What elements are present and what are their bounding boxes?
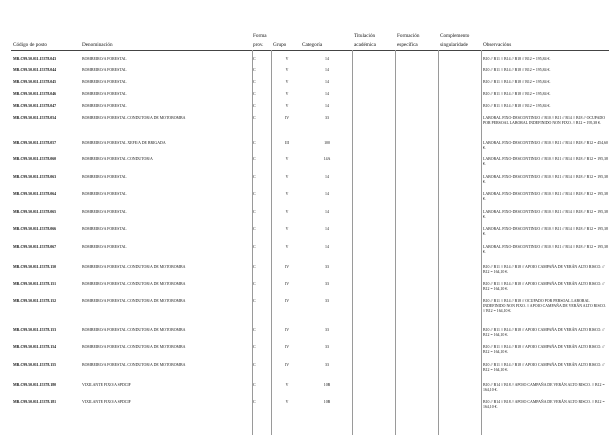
row-categoria: 14 — [325, 175, 329, 179]
row-observaciones: LABORAL FIXO-DESCONTINUO // B10 // B11 // B14 // B18 // B12 = 195,38 €. — [483, 175, 608, 184]
header-rule — [11, 50, 609, 51]
row-observaciones: B10 // B11 // B14 // B18 // B12 = 195,84 €. — [483, 104, 551, 108]
row-grupo: IV — [284, 345, 290, 349]
header-categoria: Categoría — [302, 42, 323, 48]
row-code: MR.C99.50.011.15378.064 — [13, 192, 57, 196]
row-code: MR.C99.50.011.15378.153 — [13, 328, 57, 332]
row-code: MR.C99.50.011.15378.063 — [13, 175, 57, 179]
row-observaciones: B10 // B11 // B14 // B18 // B12 = 195,84 €. — [483, 92, 551, 96]
row-grupo: V — [285, 192, 289, 196]
row-grupo: IV — [284, 282, 290, 286]
row-denominacion: BOMBEIRO/A FORESTAL — [82, 68, 127, 72]
column-divider — [438, 50, 439, 435]
row-observaciones: B10 // B11 // B14 // B18 // OCUPADO POR PERSOAL LABORAL INDEFINIDO NON FIXO. // APOIO CAMPAÑA DE VERÁN ALTO RISCO. // B12 = 164,10 €. — [483, 299, 607, 313]
row-observaciones: LABORAL FIXO-DESCONTINUO // B10 // B11 // B14 // B18 // B12 = 454,60 €. — [483, 141, 608, 150]
row-code: MR.C99.50.011.15378.067 — [13, 245, 57, 249]
row-code: MR.C99.50.011.15378.152 — [13, 299, 57, 303]
row-categoria: 14A — [323, 157, 331, 161]
row-grupo: III — [285, 141, 289, 145]
row-denominacion: BOMBEIRO/A FORESTAL CONDUTOR/A — [82, 157, 153, 161]
row-forma-prov: C — [253, 383, 256, 387]
header-observaciones: Observacións — [483, 42, 512, 48]
row-forma-prov: C — [253, 157, 256, 161]
row-forma-prov: C — [253, 192, 256, 196]
row-grupo: V — [285, 245, 289, 249]
row-categoria: 10B — [323, 383, 331, 387]
row-code: MR.C99.50.011.15378.054 — [13, 116, 57, 120]
row-code: MR.C99.50.011.15378.043 — [13, 57, 57, 61]
row-denominacion: BOMBEIRO/A FORESTAL — [82, 192, 127, 196]
row-denominacion: BOMBEIRO/A FORESTAL — [82, 57, 127, 61]
column-divider — [352, 50, 353, 435]
row-code: MR.C99.50.011.15378.181 — [13, 400, 57, 404]
row-observaciones: B10 // B14 // B18 // APOIO CAMPAÑA DE VERÁN ALTO RISCO. // B12 = 164,10 €. — [483, 383, 605, 392]
row-denominacion: BOMBEIRO/A FORESTAL CONDUTOR/A DE MOTOBOMBA — [82, 345, 186, 349]
row-forma-prov: C — [253, 245, 256, 249]
row-code: MR.C99.50.011.15378.060 — [13, 157, 57, 161]
header-denominacion: Denominación — [82, 42, 113, 48]
row-grupo: V — [285, 57, 289, 61]
column-divider — [395, 50, 396, 435]
row-denominacion: BOMBEIRO/A FORESTAL — [82, 92, 127, 96]
row-categoria: 33 — [325, 345, 329, 349]
row-denominacion: BOMBEIRO/A FORESTAL CONDUTOR/A DE MOTOBOMBA — [82, 328, 186, 332]
row-categoria: 10B — [323, 400, 331, 404]
row-categoria: 14 — [325, 104, 329, 108]
row-grupo: IV — [284, 328, 290, 332]
row-grupo: V — [285, 400, 289, 404]
row-code: MR.C99.50.011.15378.057 — [13, 141, 57, 145]
row-forma-prov: C — [253, 265, 256, 269]
row-observaciones: LABORAL FIXO-DESCONTINUO // B10 // B11 // B14 // B18 // B12 = 195,38 €. — [483, 157, 608, 166]
row-grupo: V — [285, 157, 289, 161]
row-observaciones: LABORAL FIXO-DESCONTINUO // B10 // B11 // B14 // B18 // B12 = 195,38 €. — [483, 245, 608, 254]
row-grupo: IV — [284, 116, 290, 120]
row-grupo: V — [285, 227, 289, 231]
row-forma-prov: C — [253, 345, 256, 349]
row-denominacion: BOMBEIRO/A FORESTAL CONDUTOR/A DE MOTOBOMBA — [82, 116, 186, 120]
row-denominacion: BOMBEIRO/A FORESTAL CONDUTOR/A DE MOTOBOMBA — [82, 299, 186, 303]
row-observaciones: LABORAL FIXO-DESCONTINUO // B10 // B11 // B14 // B18 // B12 = 195,38 €. — [483, 227, 608, 236]
header-forma-prov-2: prov. — [253, 42, 264, 48]
header-forma-prov-1: Forma — [253, 33, 267, 39]
row-observaciones: LABORAL FIXO-DESCONTINUO // B10 // B11 // B14 // B18 // B12 = 195,38 €. — [483, 210, 608, 219]
row-categoria: 14 — [325, 192, 329, 196]
column-divider — [481, 50, 482, 435]
header-grupo: Grupo — [273, 42, 287, 48]
row-grupo: V — [285, 210, 289, 214]
row-forma-prov: C — [253, 104, 256, 108]
row-grupo: IV — [284, 265, 290, 269]
row-forma-prov: C — [253, 282, 256, 286]
row-categoria: 14 — [325, 210, 329, 214]
header-titulacion-2: académica — [354, 42, 376, 48]
row-code: MR.C99.50.011.15378.045 — [13, 80, 57, 84]
row-code: MR.C99.50.011.15378.066 — [13, 227, 57, 231]
row-observaciones: LABORAL FIXO-DESCONTINUO // B10 // B11 // B14 // B18 // B12 = 195,38 €. — [483, 192, 608, 201]
header-complemento-1: Complemento — [440, 33, 470, 39]
row-grupo: V — [285, 104, 289, 108]
row-grupo: V — [285, 92, 289, 96]
row-code: MR.C99.50.011.15378.046 — [13, 92, 57, 96]
row-code: MR.C99.50.011.15378.047 — [13, 104, 57, 108]
header-codigo: Código de posto — [13, 42, 48, 48]
row-observaciones: B10 // B11 // B14 // B18 // B12 = 195,84 €. — [483, 57, 551, 61]
row-categoria: 14 — [325, 68, 329, 72]
row-forma-prov: C — [253, 227, 256, 231]
row-denominacion: BOMBEIRO/A FORESTAL — [82, 175, 127, 179]
row-grupo: V — [285, 68, 289, 72]
row-denominacion: BOMBEIRO/A FORESTAL — [82, 210, 127, 214]
row-denominacion: BOMBEIRO/A FORESTAL XEFE/A DE BRIGADA — [82, 141, 166, 145]
row-grupo: V — [285, 80, 289, 84]
row-categoria: 33 — [325, 363, 329, 367]
row-forma-prov: C — [253, 68, 256, 72]
row-denominacion: BOMBEIRO/A FORESTAL — [82, 104, 127, 108]
row-forma-prov: C — [253, 210, 256, 214]
row-denominacion: VIXILANTE FIXO/A SPDCIF — [82, 400, 131, 404]
row-observaciones: B10 // B11 // B14 // B18 // B12 = 195,84 €. — [483, 80, 551, 84]
row-denominacion: BOMBEIRO/A FORESTAL — [82, 80, 127, 84]
row-observaciones: B10 // B11 // B14 // B18 // APOIO CAMPAÑA DE VERÁN ALTO RISCO. // B12 = 164,10 €. — [483, 363, 605, 372]
row-forma-prov: C — [253, 299, 256, 303]
row-observaciones: B10 // B14 // B18 // APOIO CAMPAÑA DE VERÁN ALTO RISCO. // B12 = 164,10 €. — [483, 400, 605, 409]
row-grupo: IV — [284, 299, 290, 303]
row-code: MR.C99.50.011.15378.151 — [13, 282, 57, 286]
header-formacion-2: específica — [397, 42, 418, 48]
row-code: MR.C99.50.011.15378.154 — [13, 345, 57, 349]
row-categoria: 33 — [325, 299, 329, 303]
row-forma-prov: C — [253, 141, 256, 145]
row-denominacion: VIXILANTE FIXO/A SPDCIF — [82, 383, 131, 387]
row-categoria: 33 — [325, 265, 329, 269]
row-categoria: 14 — [325, 245, 329, 249]
row-observaciones: B10 // B11 // B14 // B18 // B12 = 195,84 €. — [483, 68, 551, 72]
row-code: MR.C99.50.011.15378.155 — [13, 363, 57, 367]
header-formacion-1: Formación — [397, 33, 420, 39]
row-denominacion: BOMBEIRO/A FORESTAL CONDUTOR/A DE MOTOBOMBA — [82, 363, 186, 367]
row-observaciones: B10 // B11 // B14 // B18 // APOIO CAMPAÑA DE VERÁN ALTO RISCO. // B12 = 164,10 €. — [483, 328, 605, 337]
header-complemento-2: singularidade — [440, 42, 468, 48]
row-denominacion: BOMBEIRO/A FORESTAL — [82, 227, 127, 231]
row-code: MR.C99.50.011.15378.150 — [13, 265, 57, 269]
header-titulacion-1: Titulación — [354, 33, 376, 39]
row-observaciones: LABORAL FIXO-DESCONTINUO // B10 // B11 // B14 // B18 // OCUPADO POR PERSOAL LABORAL INDEFINIDO NON FIXO. // B12 = 195,38 €. — [483, 116, 606, 125]
row-code: MR.C99.50.011.15378.180 — [13, 383, 57, 387]
row-categoria: 14 — [325, 227, 329, 231]
row-grupo: V — [285, 383, 289, 387]
row-denominacion: BOMBEIRO/A FORESTAL — [82, 245, 127, 249]
row-categoria: 33 — [325, 328, 329, 332]
row-forma-prov: C — [253, 80, 256, 84]
row-forma-prov: C — [253, 116, 256, 120]
row-code: MR.C99.50.011.15378.044 — [13, 68, 57, 72]
row-categoria: 33 — [325, 116, 329, 120]
row-observaciones: B10 // B11 // B14 // B18 // APOIO CAMPAÑA DE VERÁN ALTO RISCO. // B12 = 164,10 €. — [483, 265, 605, 274]
row-forma-prov: C — [253, 175, 256, 179]
row-grupo: V — [285, 175, 289, 179]
row-forma-prov: C — [253, 328, 256, 332]
row-observaciones: B10 // B11 // B14 // B18 // APOIO CAMPAÑA DE VERÁN ALTO RISCO. // B12 = 164,10 €. — [483, 345, 605, 354]
row-categoria: 33 — [325, 282, 329, 286]
row-forma-prov: C — [253, 400, 256, 404]
row-observaciones: B10 // B11 // B14 // B18 // APOIO CAMPAÑA DE VERÁN ALTO RISCO. // B12 = 164,10 €. — [483, 282, 605, 291]
row-code: MR.C99.50.011.15378.065 — [13, 210, 57, 214]
row-categoria: 14 — [325, 80, 329, 84]
row-categoria: 100 — [324, 141, 330, 145]
row-forma-prov: C — [253, 363, 256, 367]
row-forma-prov: C — [253, 57, 256, 61]
row-forma-prov: C — [253, 92, 256, 96]
row-categoria: 14 — [325, 92, 329, 96]
column-divider — [271, 50, 272, 435]
row-denominacion: BOMBEIRO/A FORESTAL CONDUTOR/A DE MOTOBOMBA — [82, 265, 186, 269]
row-grupo: IV — [284, 363, 290, 367]
row-denominacion: BOMBEIRO/A FORESTAL CONDUTOR/A DE MOTOBOMBA — [82, 282, 186, 286]
row-categoria: 14 — [325, 57, 329, 61]
